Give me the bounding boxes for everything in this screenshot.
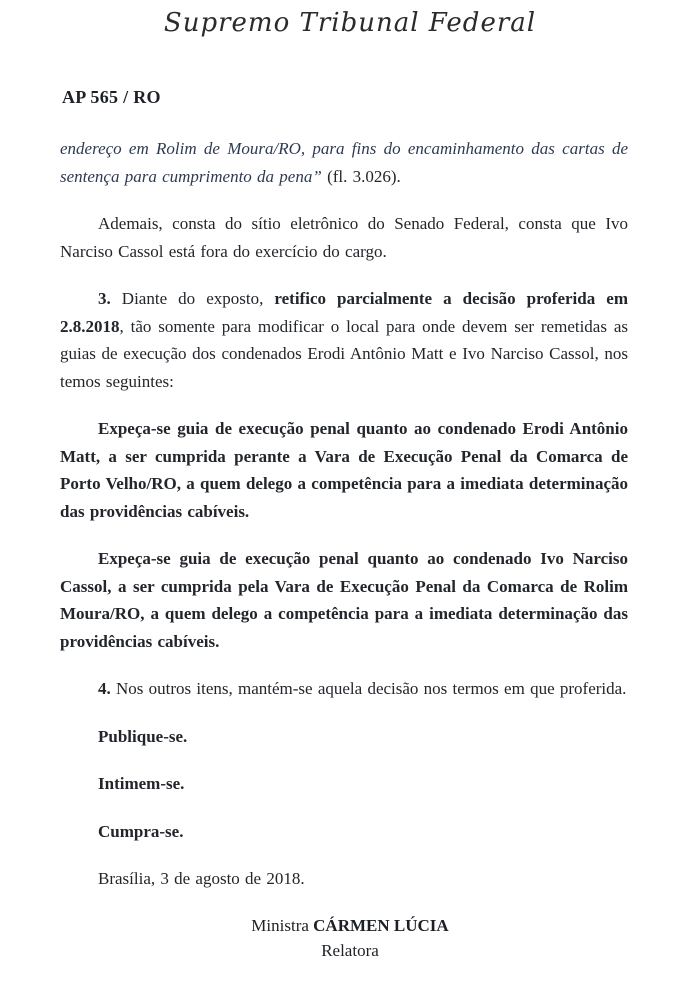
- quote-italic-text: endereço em Rolim de Moura/RO, para fins do encaminhamento das cartas de sentença para cumprimento da pena”: [60, 139, 628, 186]
- signature-title: Ministra: [251, 915, 314, 935]
- dateline: Brasília, 3 de agosto de 2018.: [98, 869, 305, 888]
- order-erodi-paragraph: Expeça-se guia de execução penal quanto ao condenado Erodi Antônio Matt, a ser cumprida perante a Vara de Execução Penal da Comarca de Porto Velho/RO, a quem delego a competência para a imediata determinação das providências cabíveis.: [60, 419, 628, 521]
- paragraph-4-text: Nos outros itens, mantém-se aquela decisão nos termos em que proferida.: [110, 679, 627, 698]
- quote-folio-reference: (fl. 3.026).: [321, 166, 401, 186]
- signature-block: [0, 913, 700, 963]
- command-cumpra-se: Cumpra-se.: [98, 821, 184, 841]
- case-number: AP 565 / RO: [62, 87, 161, 107]
- paragraph-ademais: Ademais, consta do sítio eletrônico do Senado Federal, consta que Ivo Narciso Cassol está fora do exercício do cargo.: [60, 214, 628, 261]
- signature-name-line: [0, 913, 700, 938]
- paragraph-3: [60, 285, 628, 395]
- signature-name: CÁRMEN LÚCIA: [313, 915, 449, 935]
- quote-paragraph: [60, 135, 628, 190]
- court-name: Supremo Tribunal Federal: [163, 8, 537, 38]
- paragraph-3-number: 3.: [98, 289, 111, 308]
- paragraph-4: [60, 675, 628, 703]
- signature-role: Relatora: [321, 940, 379, 960]
- command-publique-se: Publique-se.: [98, 726, 188, 746]
- order-ivo-paragraph: Expeça-se guia de execução penal quanto ao condenado Ivo Narciso Cassol, a ser cumprida pela Vara de Execução Penal da Comarca de Rolim Moura/RO, a quem delego a competência para a imediata determinação das providências cabíveis.: [60, 549, 628, 651]
- paragraph-3-lead: Diante do exposto,: [110, 289, 275, 308]
- document-body: [60, 135, 628, 893]
- command-intimem-se: Intimem-se.: [98, 774, 185, 793]
- paragraph-3-rectification: retifico parcialmente a decisão proferida em 2.8.2018: [60, 289, 628, 336]
- paragraph-3-tail: , tão somente para modificar o local para onde devem ser remetidas as guias de execução dos condenados Erodi Antônio Matt e Ivo Narciso Cassol, nos temos seguintes:: [60, 316, 628, 391]
- paragraph-4-number: 4.: [98, 679, 111, 698]
